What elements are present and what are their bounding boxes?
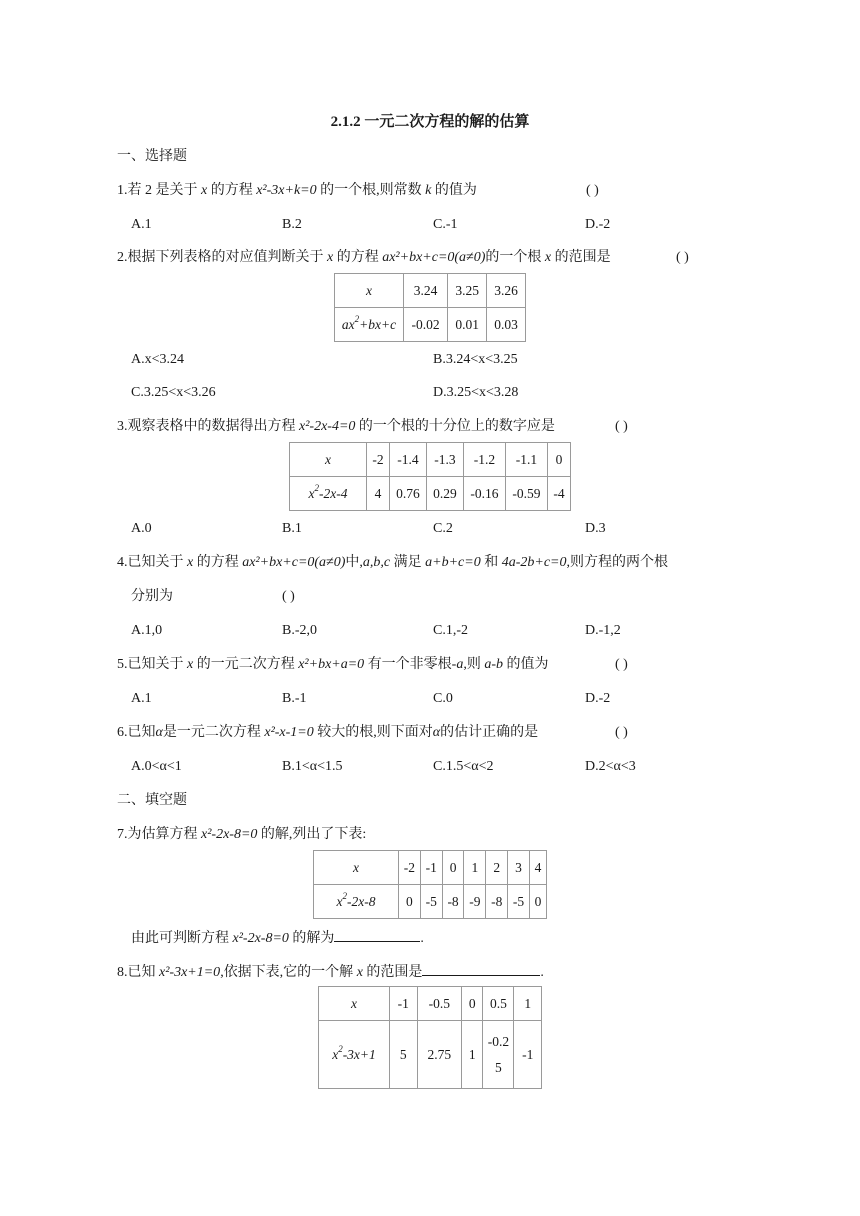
q7-equation: x²-2x-8=0 [201, 827, 258, 842]
question-6-answer-bracket: ( ) [615, 725, 628, 740]
table-cell: 0.03 [487, 308, 526, 342]
table-cell: 0.5 [483, 987, 514, 1021]
table-cell: 0 [399, 885, 421, 919]
q6-option-d: D.2<α<3 [585, 759, 636, 774]
table-cell: -5 [508, 885, 530, 919]
table-cell: 1 [514, 987, 542, 1021]
table-row-head: $x^2-3x+1$ [319, 1021, 390, 1089]
table-cell: -4 [548, 477, 571, 511]
q5-equation: x²+bx+a=0 [298, 657, 365, 672]
table-cell: -2 [399, 851, 421, 885]
q6-option-b: B.1<α<1.5 [282, 759, 343, 774]
question-8-stem: 8.已知 x²-3x+1=0,依据下表,它的一个解 x 的范围是 . [117, 961, 544, 983]
question-5-answer-bracket: ( ) [615, 657, 628, 672]
question-1-stem: 1.若 2 是关于 x 的方程 x²-3x+k=0 的一个根,则常数 k 的值为 [117, 183, 477, 198]
section-heading-fill: 二、填空题 [117, 793, 187, 808]
q2-option-d: D.3.25<x<3.28 [433, 385, 519, 400]
q4-option-a: A.1,0 [131, 623, 163, 638]
table-cell: -1 [420, 851, 442, 885]
table-cell: 4 [367, 477, 390, 511]
q3-option-d: D.3 [585, 521, 606, 536]
table-cell: -1.3 [426, 443, 463, 477]
table-cell: -0.2 5 [483, 1021, 514, 1089]
table-cell: 3.26 [487, 274, 526, 308]
q7-answer-blank[interactable] [334, 927, 420, 942]
q2-option-a: A.x<3.24 [131, 352, 185, 367]
page-title: 2.1.2 一元二次方程的解的估算 [330, 114, 530, 130]
q4-option-b: B.-2,0 [282, 623, 317, 638]
table-cell: 1 [464, 851, 486, 885]
table-cell: -9 [464, 885, 486, 919]
question-2-stem: 2.根据下列表格的对应值判断关于 x 的方程 ax²+bx+c=0(a≠0)的一个根 x 的范围是 [117, 250, 611, 265]
table-cell: 0 [529, 885, 546, 919]
q8-equation: x²-3x+1=0 [159, 965, 221, 980]
table-cell: 0 [442, 851, 464, 885]
question-7-answer-line: 由此可判断方程 x²-2x-8=0 的解为 . [131, 927, 424, 949]
table-row-head: $ax^2+bx+c$ [335, 308, 404, 342]
table-cell: 5 [390, 1021, 418, 1089]
table-cell: -1.2 [463, 443, 505, 477]
question-4-stem: 4.已知关于 x 的方程 ax²+bx+c=0(a≠0)中,a,b,c 满足 a+b+c=0 和 4a-2b+c=0,则方程的两个根 [117, 555, 668, 570]
table-cell: 3 [508, 851, 530, 885]
table-cell: -1 [514, 1021, 542, 1089]
table-cell: -8 [486, 885, 508, 919]
question-6-stem: 6.已知α是一元二次方程 x²-x-1=0 较大的根,则下面对α的估计正确的是 [117, 725, 539, 740]
question-5-stem: 5.已知关于 x 的一元二次方程 x²+bx+a=0 有一个非零根-a,则 a-b 的值为 [117, 657, 549, 672]
table-row-head: x [319, 987, 390, 1021]
table-cell: -8 [442, 885, 464, 919]
table-cell: 4 [529, 851, 546, 885]
table-cell: -0.5 [417, 987, 461, 1021]
q8-answer-blank[interactable] [422, 961, 540, 976]
table-row-head: x [335, 274, 404, 308]
section-heading-choice: 一、选择题 [117, 149, 187, 164]
table-cell: 2 [486, 851, 508, 885]
question-2-answer-bracket: ( ) [676, 250, 689, 265]
q1-option-c: C.-1 [433, 217, 458, 232]
table-row-head: $x^2-2x-8$ [314, 885, 399, 919]
q2-option-b: B.3.24<x<3.25 [433, 352, 518, 367]
question-4-answer-bracket: ( ) [282, 589, 295, 604]
q1-equation: x²-3x+k=0 [256, 183, 317, 198]
table-cell: 0 [461, 987, 482, 1021]
q8-value-table [318, 986, 542, 1089]
q4-equation: ax²+bx+c=0(a≠0) [242, 555, 346, 570]
q2-equation: ax²+bx+c=0(a≠0) [382, 250, 486, 265]
q4-option-c: C.1,-2 [433, 623, 468, 638]
table-row-head: x [290, 443, 367, 477]
table-cell: -1.4 [389, 443, 426, 477]
table-cell: 1 [461, 1021, 482, 1089]
q6-option-c: C.1.5<α<2 [433, 759, 494, 774]
q3-option-c: C.2 [433, 521, 453, 536]
q7-value-table [313, 850, 547, 919]
question-3-stem: 3.观察表格中的数据得出方程 x²-2x-4=0 的一个根的十分位上的数字应是 [117, 419, 555, 434]
q5-option-c: C.0 [433, 691, 453, 706]
table-cell: 3.24 [404, 274, 448, 308]
q5-option-a: A.1 [131, 691, 152, 706]
q1-option-b: B.2 [282, 217, 302, 232]
question-4-stem-line2: 分别为 [131, 589, 173, 604]
q6-option-a: A.0<α<1 [131, 759, 182, 774]
question-7-stem: 7.为估算方程 x²-2x-8=0 的解,列出了下表: [117, 827, 367, 842]
table-cell: 3.25 [448, 274, 487, 308]
q5-option-b: B.-1 [282, 691, 307, 706]
table-cell: -0.02 [404, 308, 448, 342]
table-row-head: $x^2-2x-4$ [290, 477, 367, 511]
table-cell: -0.16 [463, 477, 505, 511]
q3-option-b: B.1 [282, 521, 302, 536]
table-cell: -0.59 [505, 477, 547, 511]
q2-option-c: C.3.25<x<3.26 [131, 385, 216, 400]
q1-option-d: D.-2 [585, 217, 611, 232]
table-cell: 0.01 [448, 308, 487, 342]
table-cell: -5 [420, 885, 442, 919]
q2-value-table [334, 273, 526, 342]
table-cell: 2.75 [417, 1021, 461, 1089]
q1-option-a: A.1 [131, 217, 152, 232]
table-row-head: x [314, 851, 399, 885]
q3-equation: x²-2x-4=0 [299, 419, 356, 434]
table-cell: 0.29 [426, 477, 463, 511]
table-cell: -2 [367, 443, 390, 477]
table-cell: 0.76 [389, 477, 426, 511]
table-cell: -1.1 [505, 443, 547, 477]
q4-option-d: D.-1,2 [585, 623, 621, 638]
q6-equation: x²-x-1=0 [264, 725, 314, 740]
table-cell: -1 [390, 987, 418, 1021]
question-1-answer-bracket: ( ) [586, 183, 599, 198]
q5-option-d: D.-2 [585, 691, 611, 706]
q3-option-a: A.0 [131, 521, 152, 536]
q3-value-table [289, 442, 571, 511]
table-cell: 0 [548, 443, 571, 477]
question-3-answer-bracket: ( ) [615, 419, 628, 434]
